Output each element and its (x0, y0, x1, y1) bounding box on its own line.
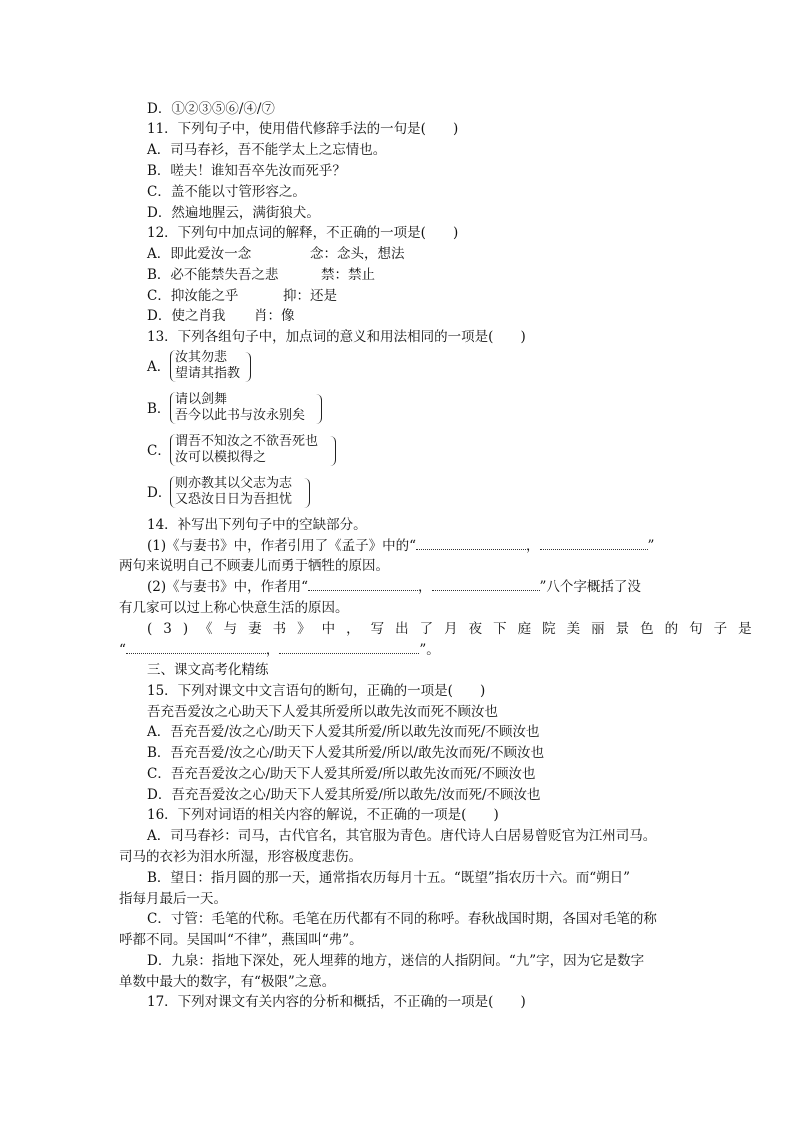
close-quote: ”。 (419, 642, 440, 658)
answer-blank[interactable] (279, 641, 419, 654)
answer-blank[interactable] (432, 578, 540, 591)
q14-item-1-line-1 (147, 537, 654, 555)
comma: ， (265, 642, 280, 658)
q12-option-a: A．即此爱汝一念 (147, 246, 252, 262)
q16-stem: 16．下列对词语的相关内容的解说，不正确的一项是( ) (147, 807, 499, 823)
q15-source-sentence: 吾充吾爱汝之心助天下人爱其所爱所以敢先汝而死不顾汝也 (147, 704, 498, 720)
q15-stem: 15．下列对课文中文言语句的断句，正确的一项是( ) (147, 683, 486, 699)
answer-blank[interactable] (126, 641, 266, 654)
close-quote: ” (647, 538, 655, 554)
q12-option-d-explanation: 肖：像 (254, 308, 295, 324)
comma: ， (526, 538, 540, 554)
q13-option-a-sentence-2: 望请其指教 (175, 366, 241, 381)
q12-stem: 12．下列句中加点词的解释，不正确的一项是( ) (147, 225, 459, 241)
q15-option-b: B．吾充吾爱/汝之心/助天下人爱其所爱/所以/敢先汝而死/不顾汝也 (147, 745, 545, 761)
answer-blank[interactable] (308, 578, 418, 591)
q13-option-a-label: A． (147, 359, 171, 375)
q12-option-c-explanation: 抑：还是 (283, 288, 337, 304)
q11-stem: 11．下列句子中，使用借代修辞手法的一句是( ) (147, 121, 459, 137)
q12-option-c: C．抑汝能之乎 (147, 288, 239, 304)
open-quote: “ (119, 642, 126, 658)
q15-option-d: D．吾充吾爱汝之心/助天下人爱其所爱/所以敢先/汝而死/不顾汝也 (147, 787, 541, 803)
q14-item-1-text: (1)《与妻书》中，作者引用了《孟子》中的“ (147, 538, 417, 554)
q13-option-b-sentence-2: 吾今以此书与汝永别矣 (175, 408, 306, 423)
q16-option-c-line-1: C．寸管：毛笔的代称。毛笔在历代都有不同的称呼。春秋战国时期，各国对毛笔的称 (147, 911, 657, 927)
q11-option-d: D．然遍地腥云，满街狼犬。 (147, 205, 320, 221)
q14-item-1-line-2: 两句来说明自己不顾妻儿而勇于牺牲的原因。 (119, 558, 389, 574)
q13-stem: 13．下列各组句子中，加点词的意义和用法相同的一项是( ) (147, 329, 526, 345)
q16-option-c-line-2: 呼都不同。吴国叫“不律”，燕国叫“弗”。 (119, 932, 363, 948)
q13-option-c-sentence-1: 谓吾不知汝之不欲吾死也 (175, 434, 319, 449)
q11-option-b: B．嗟夫！谁知吾卒先汝而死乎？ (147, 163, 346, 179)
right-brace (329, 436, 336, 466)
q14-item-2-text: (2)《与妻书》中，作者用“ (147, 579, 309, 595)
q16-option-d-line-1: D．九泉：指地下深处，死人埋葬的地方，迷信的人指阴间。“九”字，因为它是数字 (147, 953, 645, 969)
q14-item-2-line-1 (147, 578, 641, 596)
q13-option-c-label: C． (147, 443, 171, 459)
section-3-heading: 三、课文高考化精练 (147, 662, 269, 678)
q12-option-b-explanation: 禁：禁止 (321, 267, 375, 283)
q14-item-2-tail: ”八个字概括了没 (539, 579, 641, 595)
q13-option-d-sentence-1: 则亦教其以父志为志 (175, 476, 293, 491)
q17-stem: 17．下列对课文有关内容的分析和概括，不正确的一项是( ) (147, 994, 526, 1010)
right-brace (244, 352, 251, 382)
q16-option-a-line-1: A．司马春衫：司马，古代官名，其官服为青色。唐代诗人白居易曾贬官为江州司马。 (147, 828, 657, 844)
q15-option-c: C．吾充吾爱汝之心/助天下人爱其所爱/所以敢先汝而死/不顾汝也 (147, 766, 536, 782)
q16-option-a-line-2: 司马的衣衫为泪水所湿，形容极度悲伤。 (119, 849, 362, 865)
q12-option-a-explanation: 念：念头，想法 (310, 246, 405, 262)
q11-option-a: A．司马春衫，吾不能学太上之忘情也。 (147, 142, 387, 158)
q11-option-c: C．盖不能以寸管形容之。 (147, 184, 306, 200)
q10-option-d: D．①②③⑤⑥/④/⑦ (147, 101, 275, 117)
q16-option-b-line-2: 指每月最后一天。 (119, 891, 227, 907)
comma: ， (418, 579, 432, 595)
q13-option-b-sentence-1: 请以剑舞 (175, 392, 228, 407)
right-brace (315, 394, 322, 424)
answer-blank[interactable] (540, 537, 648, 550)
q13-option-d-sentence-2: 又恐汝日日为吾担忧 (175, 492, 293, 507)
q14-stem: 14．补写出下列句子中的空缺部分。 (147, 517, 367, 533)
q14-item-2-line-2: 有几家可以过上称心快意生活的原因。 (119, 600, 349, 616)
q14-item-3-line-2 (119, 641, 440, 659)
q14-item-3-line-1: (3)《与妻书》中，写出了月夜下庭院美丽景色的句子是 (147, 621, 763, 637)
answer-blank[interactable] (416, 537, 526, 550)
q16-option-d-line-2: 单数中最大的数字，有“极限”之意。 (119, 974, 336, 990)
q12-option-b: B．必不能禁失吾之悲 (147, 267, 279, 283)
q12-option-d: D．使之肖我 (147, 308, 226, 324)
q13-option-b-label: B． (147, 401, 171, 417)
q13-option-a-sentence-1: 汝其勿悲 (175, 350, 228, 365)
q16-option-b-line-1: B．望日：指月圆的那一天，通常指农历每月十五。“既望”指农历十六。而“朔日” (147, 870, 631, 886)
q15-option-a: A．吾充吾爱/汝之心/助天下人爱其所爱/所以敢先汝而死/不顾汝也 (147, 724, 540, 740)
right-brace (303, 478, 310, 508)
q13-option-c-sentence-2: 汝可以模拟得之 (175, 450, 267, 465)
q13-option-d-label: D． (147, 485, 172, 501)
